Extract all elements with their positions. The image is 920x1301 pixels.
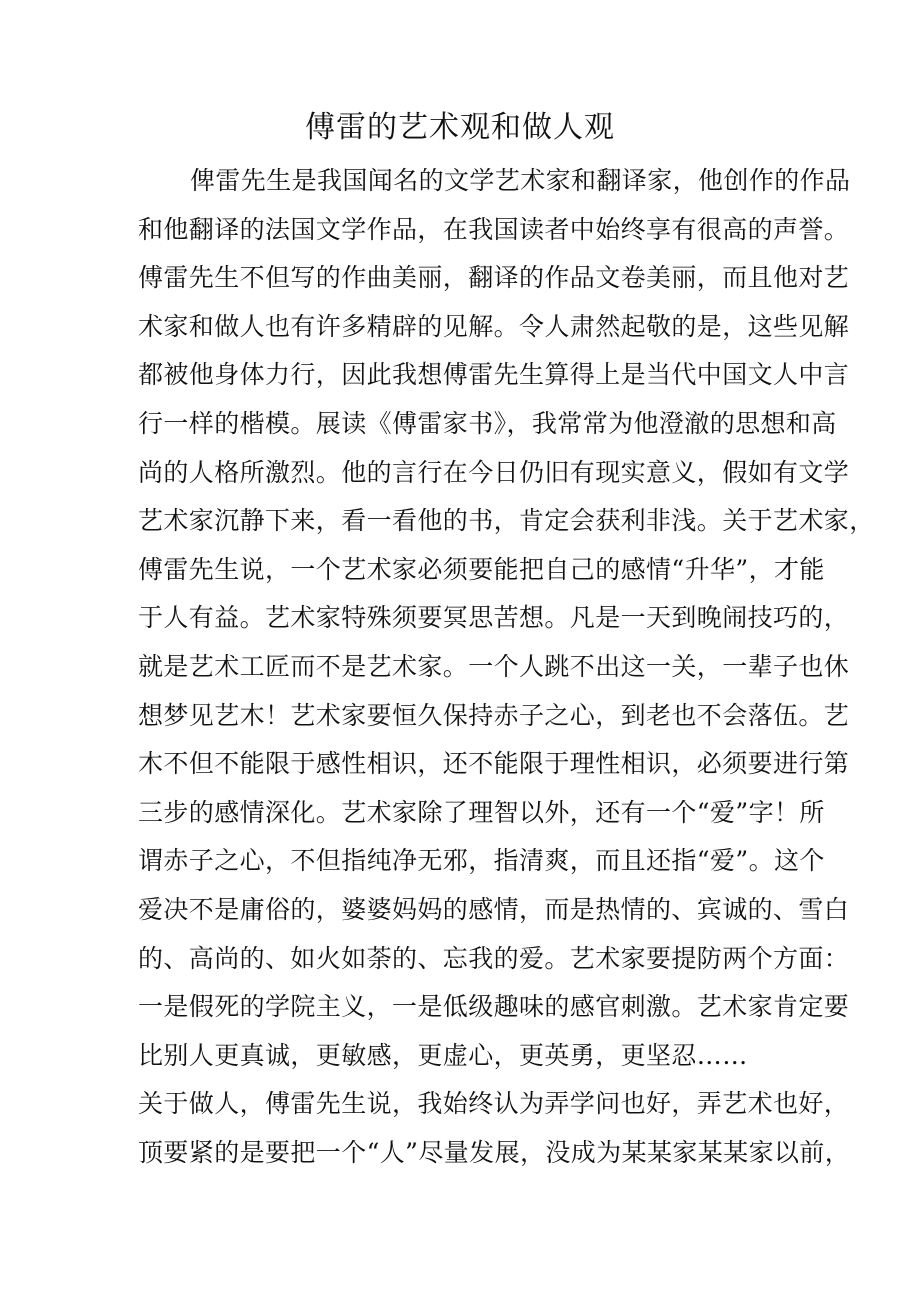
document-body bbox=[138, 157, 875, 1177]
body-line: 一是假死的学院主义，一是低级趣味的感官刺激。艺术家肯定要 bbox=[138, 992, 850, 1022]
body-line: 术家和做人也有许多精辟的见解。令人肃然起敬的是，这些见解 bbox=[138, 311, 850, 341]
body-line: 谓赤子之心，不但指纯净无邪，指清爽，而且还指“爱”。这个 bbox=[138, 846, 825, 876]
body-line: 想梦见艺木！艺术家要恒久保持赤子之心，到老也不会落伍。艺 bbox=[138, 700, 850, 730]
document-title: 傅雷的艺术观和做人观 bbox=[305, 110, 615, 145]
body-line: 比别人更真诚，更敏感，更虚心，更英勇，更坚忍…… bbox=[138, 1040, 748, 1070]
body-line: 行一样的楷模。展读《傅雷家书》，我常常为他澄澈的思想和高 bbox=[138, 408, 837, 438]
body-line: 于人有益。艺术家特殊须要冥思苦想。凡是一天到晚闹技巧的， bbox=[138, 603, 850, 633]
body-line: 木不但不能限于感性相识，还不能限于理性相识，必须要进行第 bbox=[138, 749, 850, 779]
body-line: 傅雷先生不但写的作曲美丽，翻译的作品文卷美丽，而且他对艺 bbox=[138, 263, 850, 293]
body-line: 傅雷先生说，一个艺术家必须要能把自己的感情“升华”，才能 bbox=[138, 554, 825, 584]
body-line: 艺术家沉静下来，看一看他的书，肯定会获利非浅。关于艺术家， bbox=[138, 506, 875, 536]
body-line: 就是艺术工匠而不是艺术家。一个人跳不出这一关，一辈子也休 bbox=[138, 651, 850, 681]
body-line: 尚的人格所激烈。他的言行在今日仍旧有现实意义，假如有文学 bbox=[138, 457, 850, 487]
body-line: 关于做人，傅雷先生说，我始终认为弄学问也好，弄艺术也好， bbox=[138, 1089, 850, 1119]
body-line: 俾雷先生是我国闻名的文学艺术家和翻译家，他创作的作品 bbox=[190, 166, 851, 195]
body-line: 爱决不是庸俗的，婆婆妈妈的感情，而是热情的、宾诚的、雪白 bbox=[138, 894, 850, 924]
body-line: 三步的感情深化。艺术家除了理智以外，还有一个“爱”字！所 bbox=[138, 797, 825, 827]
body-line: 的、高尚的、如火如荼的、忘我的爱。艺术家要提防两个方面： bbox=[138, 943, 850, 973]
body-line: 和他翻译的法国文学作品，在我国读者中始终享有很高的声誉。 bbox=[138, 214, 850, 244]
body-line: 都被他身体力行，因此我想傅雷先生算得上是当代中国文人中言 bbox=[138, 360, 850, 390]
body-line: 顶要紧的是要把一个“人”尽量发展，没成为某某家某某家以前， bbox=[138, 1137, 851, 1167]
